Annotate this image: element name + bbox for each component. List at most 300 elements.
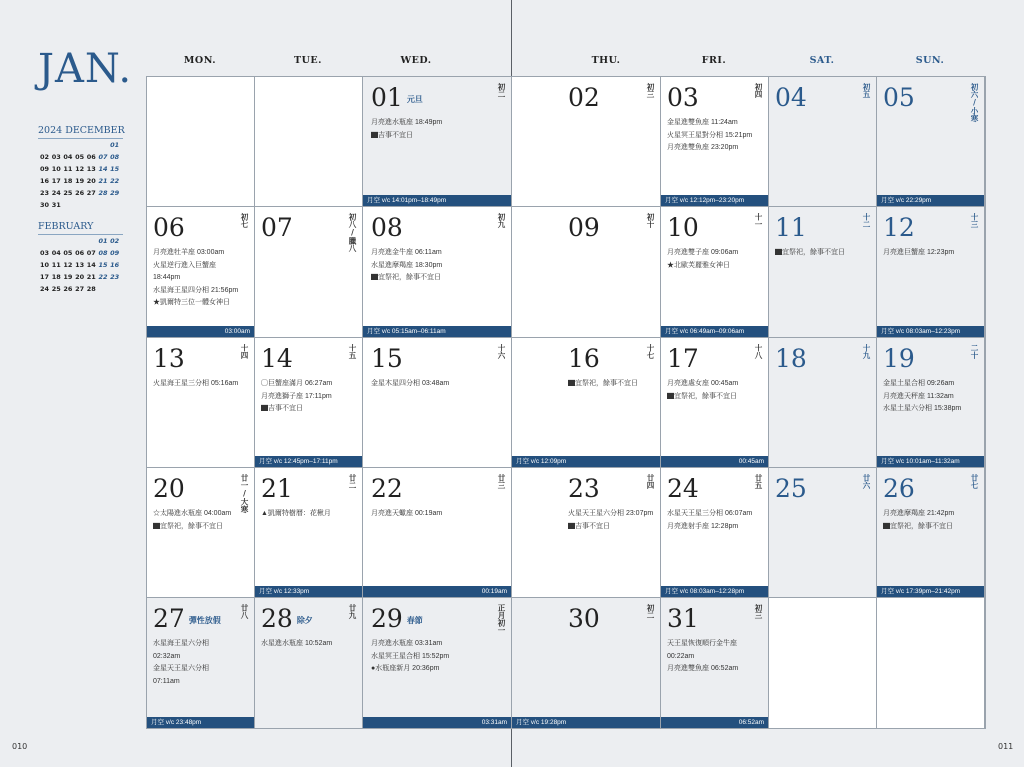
mini-calendar-day: 29 xyxy=(110,189,120,197)
event-line: 月亮進水瓶座 03:31am xyxy=(371,640,443,647)
lunar-date: 廿三 xyxy=(497,474,506,489)
day-number xyxy=(371,606,423,631)
mini-calendar-day xyxy=(98,141,110,149)
day-cell[interactable] xyxy=(363,77,512,207)
day-cell[interactable] xyxy=(147,77,255,207)
mini-calendar-day xyxy=(110,285,122,293)
day-cell[interactable] xyxy=(661,598,769,729)
lunar-date: 十六 xyxy=(497,344,506,359)
day-cell[interactable] xyxy=(769,77,877,207)
holiday-label: 春節 xyxy=(406,615,423,625)
day-number xyxy=(153,215,185,240)
mini-calendar-day: 19 xyxy=(75,177,85,185)
day-events xyxy=(667,508,754,533)
mini-calendar-day: 22 xyxy=(110,177,120,185)
void-of-course-label: 月空 v/c 12:33pm xyxy=(259,588,310,595)
weekday-label: TUE. xyxy=(294,55,322,66)
holiday-label: 元旦 xyxy=(406,94,423,104)
mini-calendar-week xyxy=(40,237,122,245)
day-number-text: 04 xyxy=(775,83,807,112)
void-of-course-bar xyxy=(147,326,254,337)
mini-calendar-day: 04 xyxy=(63,153,73,161)
event-line: ◯巨蟹座滿月 06:27am xyxy=(261,380,333,387)
mini-calendar-week xyxy=(40,141,122,149)
event-line: 月亮進獅子座 17:11pm xyxy=(261,392,332,400)
void-of-course-bar xyxy=(661,326,768,337)
mini-calendar-day: 15 xyxy=(110,165,120,173)
mini-calendar-week xyxy=(40,189,122,197)
mini-calendar-day: 12 xyxy=(63,261,73,269)
void-of-course-label: 月空 v/c 05:15am–06:11am xyxy=(367,328,446,335)
void-of-course-bar xyxy=(147,717,254,728)
day-cell[interactable] xyxy=(661,207,769,338)
event-line: ▇宜祭祀，餘事不宜日 xyxy=(883,522,953,530)
mini-calendar-day: 22 xyxy=(98,273,108,281)
event-line: ★凱爾特三位一體女神日 xyxy=(153,299,230,306)
day-number-text: 05 xyxy=(883,83,915,112)
void-of-course-bar xyxy=(877,195,984,206)
day-number-text: 18 xyxy=(775,344,807,373)
day-cell[interactable] xyxy=(769,207,877,338)
event-line: 水星土星六分相 15:38pm xyxy=(883,405,962,412)
mini-calendar-day: 01 xyxy=(110,141,120,149)
mini-calendar-rule xyxy=(38,138,123,139)
mini-calendar-day: 25 xyxy=(63,189,73,197)
mini-calendar-day: 31 xyxy=(51,201,61,209)
day-cell[interactable] xyxy=(255,77,363,207)
mini-calendar-day: 26 xyxy=(75,189,85,197)
event-line: ☆太陽進水瓶座 04:00am xyxy=(153,510,232,517)
void-of-course-bar xyxy=(363,586,511,597)
mini-calendar-day: 17 xyxy=(51,177,61,185)
day-number-text: 15 xyxy=(371,344,403,373)
void-of-course-bar xyxy=(363,717,511,728)
day-number-text: 26 xyxy=(883,474,915,503)
day-number xyxy=(883,476,915,501)
day-cell[interactable] xyxy=(512,338,661,468)
mini-calendar-day xyxy=(98,285,110,293)
void-of-course-bar xyxy=(661,456,768,467)
day-number-text: 14 xyxy=(261,344,293,373)
day-number-text: 01 xyxy=(371,83,403,112)
mini-calendar-day: 09 xyxy=(40,165,50,173)
void-of-course-end: 00:19am xyxy=(481,588,507,595)
void-of-course-bar xyxy=(877,456,984,467)
day-events xyxy=(371,378,497,391)
mini-calendar-day: 01 xyxy=(98,237,108,245)
mini-calendar-day xyxy=(75,201,87,209)
lunar-date: 十三 xyxy=(970,213,979,228)
day-cell[interactable] xyxy=(363,338,512,468)
mini-calendar-day: 28 xyxy=(86,285,96,293)
event-line: 金星木星四分相 03:48am xyxy=(371,380,450,387)
day-number-text: 06 xyxy=(153,213,185,242)
lunar-date: 初三 xyxy=(646,83,655,98)
mini-calendar-day xyxy=(63,237,75,245)
day-number xyxy=(568,476,600,501)
event-line: 月亮進巨蟹座 12:23pm xyxy=(883,249,955,256)
mini-calendar-day: 14 xyxy=(98,165,108,173)
event-line: 月亮進雙子座 09:06am xyxy=(667,249,739,256)
day-events xyxy=(261,378,348,416)
day-cell[interactable] xyxy=(147,468,255,598)
day-number xyxy=(568,346,600,371)
mini-calendar-day: 06 xyxy=(75,249,85,257)
mini-calendar-day: 11 xyxy=(51,261,61,269)
day-number xyxy=(371,215,403,240)
mini-calendar-day: 17 xyxy=(40,273,50,281)
mini-calendar-week xyxy=(40,249,122,257)
mini-calendar-day: 05 xyxy=(63,249,73,257)
day-events xyxy=(667,378,754,403)
day-cell[interactable] xyxy=(255,598,363,729)
mini-calendar-day: 12 xyxy=(75,165,85,173)
day-cell[interactable] xyxy=(769,598,877,729)
mini-calendar-day xyxy=(40,237,52,245)
day-number xyxy=(883,85,915,110)
day-cell[interactable] xyxy=(661,77,769,207)
lunar-date: 廿八 xyxy=(240,604,249,619)
day-number xyxy=(667,346,699,371)
mini-calendar-day xyxy=(75,141,87,149)
event-line: 火星海王星三分相 05:16am xyxy=(153,380,239,387)
void-of-course-label: 月空 v/c 23:48pm xyxy=(151,719,202,726)
event-line: ▲凱爾特樹曆：花楸月 xyxy=(261,510,331,517)
day-number-text: 19 xyxy=(883,344,915,373)
page-number-right: 011 xyxy=(998,742,1014,751)
void-of-course-label: 月空 v/c 12:12pm–23:20pm xyxy=(665,197,745,204)
event-line: 天王星恢復順行金牛座 xyxy=(667,640,737,647)
void-of-course-label: 月空 v/c 06:49am–09:06am xyxy=(665,328,745,335)
day-number xyxy=(568,215,600,240)
event-line: ▇宜祭祀，餘事不宜日 xyxy=(371,274,441,281)
lunar-date: 廿九 xyxy=(348,604,357,619)
mini-calendar-day: 24 xyxy=(51,189,61,197)
day-events xyxy=(371,508,497,521)
mini-calendar-day: 05 xyxy=(75,153,85,161)
day-cell[interactable] xyxy=(512,77,661,207)
event-line: ▇宜祭祀，餘事不宜日 xyxy=(775,249,845,256)
day-number xyxy=(667,606,699,631)
mini-calendar-week xyxy=(40,177,122,185)
lunar-date: 初十 xyxy=(646,213,655,228)
day-cell[interactable] xyxy=(147,207,255,338)
mini-calendar-next-title: FEBRUARY xyxy=(38,221,94,232)
day-number xyxy=(261,606,313,631)
void-of-course-bar xyxy=(661,195,768,206)
day-number xyxy=(371,85,423,110)
event-line: ★北歐芙麗雅女神日 xyxy=(667,261,730,269)
lunar-date: 十一 xyxy=(754,213,763,228)
lunar-date: 二十 xyxy=(970,344,979,359)
day-number xyxy=(153,606,221,631)
void-of-course-label: 月空 v/c 19:28pm xyxy=(516,719,567,726)
lunar-date: 初五 xyxy=(862,83,871,98)
mini-calendar-day: 20 xyxy=(75,273,85,281)
day-number-text: 27 xyxy=(153,604,185,633)
void-of-course-bar xyxy=(877,326,984,337)
day-cell[interactable] xyxy=(363,207,512,338)
event-line: 金星進雙魚座 11:24am xyxy=(667,119,738,126)
day-events xyxy=(883,378,970,416)
day-number-text: 03 xyxy=(667,83,699,112)
day-events xyxy=(261,508,348,521)
mini-calendar-day: 03 xyxy=(40,249,50,257)
mini-calendar-day: 27 xyxy=(75,285,85,293)
void-of-course-end: 06:52am xyxy=(738,719,764,726)
day-number-text: 24 xyxy=(667,474,699,503)
lunar-date: 十九 xyxy=(862,344,871,359)
mini-calendar-week xyxy=(40,201,122,209)
mini-calendar-day: 03 xyxy=(51,153,61,161)
mini-calendar-week xyxy=(40,165,122,173)
day-cell[interactable] xyxy=(661,338,769,468)
lunar-date: 十二 xyxy=(862,213,871,228)
void-of-course-end: 03:00am xyxy=(224,328,250,335)
day-cell[interactable] xyxy=(255,338,363,468)
mini-calendar-prev-title: 2024 DECEMBER xyxy=(38,125,125,136)
day-cell[interactable] xyxy=(147,598,255,729)
day-number-text: 20 xyxy=(153,474,185,503)
mini-calendar-day: 19 xyxy=(63,273,73,281)
day-events xyxy=(261,638,348,651)
day-cell[interactable] xyxy=(769,468,877,598)
mini-calendar-day: 08 xyxy=(110,153,120,161)
day-number xyxy=(667,476,699,501)
mini-calendar-day: 08 xyxy=(98,249,108,257)
event-line: 水星海王星四分相 21:56pm xyxy=(153,286,239,294)
lunar-date: 初二 xyxy=(646,604,655,619)
mini-calendar-day: 16 xyxy=(40,177,50,185)
void-of-course-label: 月空 v/c 17:39pm–21:42pm xyxy=(881,588,961,595)
mini-calendar-day: 07 xyxy=(86,249,96,257)
day-number-text: 28 xyxy=(261,604,293,633)
lunar-date: 十八 xyxy=(754,344,763,359)
day-number xyxy=(153,476,185,501)
lunar-date: 廿六 xyxy=(862,474,871,489)
void-of-course-bar xyxy=(363,326,511,337)
day-number-text: 02 xyxy=(568,83,600,112)
void-of-course-label: 月空 v/c 14:01pm–18:49pm xyxy=(367,197,447,204)
event-line: 月亮進處女座 00:45am xyxy=(667,380,739,387)
day-events xyxy=(667,638,754,676)
day-cell[interactable] xyxy=(147,338,255,468)
lunar-date: 初九 xyxy=(497,213,506,228)
mini-calendar-day: 27 xyxy=(86,189,96,197)
day-cell[interactable] xyxy=(363,468,512,598)
day-number-text: 13 xyxy=(153,344,185,373)
mini-calendar-week xyxy=(40,261,122,269)
day-number xyxy=(667,85,699,110)
day-number-text: 08 xyxy=(371,213,403,242)
day-number xyxy=(261,346,293,371)
event-line: 月亮進天秤座 11:32am xyxy=(883,392,954,400)
day-number xyxy=(371,346,403,371)
mini-calendar-day xyxy=(52,141,64,149)
day-number-text: 10 xyxy=(667,213,699,242)
day-events xyxy=(775,247,862,260)
day-number xyxy=(261,215,293,240)
mini-calendar-week xyxy=(40,153,122,161)
event-line: ▇宜祭祀，餘事不宜日 xyxy=(568,380,638,387)
event-line: 火星冥王星對分相 15:21pm xyxy=(667,131,753,139)
holiday-label: 彈性放假 xyxy=(188,615,221,625)
event-line: 水星天王星三分相 06:07am xyxy=(667,510,753,517)
day-number xyxy=(775,85,807,110)
day-number xyxy=(775,346,807,371)
mini-calendar-day: 18 xyxy=(51,273,61,281)
day-cell[interactable] xyxy=(363,598,512,729)
weekday-label: SUN. xyxy=(915,55,945,66)
mini-calendar-day xyxy=(63,201,75,209)
day-number-text: 31 xyxy=(667,604,699,633)
day-number xyxy=(568,85,600,110)
lunar-date: 初二 xyxy=(497,83,506,98)
day-events xyxy=(568,508,654,533)
event-line: 火星逆行進入巨蟹座 xyxy=(153,261,216,269)
event-line: 金星天王星六分相 xyxy=(153,665,209,672)
holiday-label: 除夕 xyxy=(296,615,313,625)
mini-calendar-day: 14 xyxy=(86,261,96,269)
mini-calendar-day: 15 xyxy=(98,261,108,269)
mini-calendar-day: 10 xyxy=(51,165,61,173)
event-line: 月亮進天蠍座 00:19am xyxy=(371,510,443,517)
day-cell[interactable] xyxy=(512,598,661,729)
day-cell[interactable] xyxy=(877,77,985,207)
mini-calendar-day xyxy=(98,201,110,209)
lunar-date: 初三 xyxy=(754,604,763,619)
event-line: ▇吉事不宜日 xyxy=(261,405,303,412)
void-of-course-label: 月空 v/c 08:03am–12:23pm xyxy=(881,328,961,335)
day-events xyxy=(883,508,970,533)
void-of-course-label: 月空 v/c 12:45pm–17:11pm xyxy=(259,458,338,465)
mini-calendar-day: 18 xyxy=(63,177,73,185)
day-number xyxy=(371,476,403,501)
lunar-date: 廿二 xyxy=(348,474,357,489)
mini-calendar-day xyxy=(87,201,99,209)
event-line: ▇吉事不宜日 xyxy=(371,131,413,139)
mini-calendar-day xyxy=(110,201,122,209)
event-line: 02:32am xyxy=(153,652,181,660)
void-of-course-label: 月空 v/c 08:03am–12:28pm xyxy=(665,588,745,595)
mini-calendar-day xyxy=(63,141,75,149)
day-number-text: 11 xyxy=(775,213,807,242)
lunar-date: 十七 xyxy=(646,344,655,359)
event-line: 月亮進牡羊座 03:00am xyxy=(153,249,225,256)
mini-calendar-day: 16 xyxy=(110,261,120,269)
day-cell[interactable] xyxy=(255,207,363,338)
day-number-text: 17 xyxy=(667,344,699,373)
page-number-left: 010 xyxy=(12,742,28,751)
event-line: 月亮進射手座 12:28pm xyxy=(667,522,739,530)
event-line: 07:11am xyxy=(153,677,180,685)
mini-calendar-day: 02 xyxy=(110,237,120,245)
day-cell[interactable] xyxy=(877,468,985,598)
day-cell[interactable] xyxy=(512,468,661,598)
lunar-date: 初八/臘八 xyxy=(348,213,357,252)
void-of-course-bar xyxy=(661,586,768,597)
event-line: ●水瓶座新月 20:36pm xyxy=(371,665,440,672)
day-cell[interactable] xyxy=(769,338,877,468)
void-of-course-bar xyxy=(255,586,362,597)
day-number-text: 29 xyxy=(371,604,403,633)
mini-calendar-day: 24 xyxy=(40,285,50,293)
void-of-course-bar xyxy=(661,717,768,728)
lunar-date: 初七 xyxy=(240,213,249,228)
day-number xyxy=(153,346,185,371)
void-of-course-end: 00:45am xyxy=(738,458,764,465)
day-number xyxy=(883,215,915,240)
day-events xyxy=(371,247,497,285)
mini-calendar-day xyxy=(40,141,52,149)
day-cell[interactable] xyxy=(661,468,769,598)
day-cell[interactable] xyxy=(877,207,985,338)
mini-calendar-day: 07 xyxy=(98,153,108,161)
day-number-text: 23 xyxy=(568,474,600,503)
event-line: 月亮進摩羯座 21:42pm xyxy=(883,510,955,517)
mini-calendar-day: 10 xyxy=(40,261,50,269)
mini-calendar-day: 02 xyxy=(40,153,50,161)
event-line: 火星天王星六分相 23:07pm xyxy=(568,510,654,517)
lunar-date: 廿四 xyxy=(646,474,655,489)
day-cell[interactable] xyxy=(877,338,985,468)
mini-calendar-day: 21 xyxy=(98,177,108,185)
mini-calendar-rule xyxy=(38,234,123,235)
event-line: ▇吉事不宜日 xyxy=(568,522,610,530)
day-number-text: 25 xyxy=(775,474,807,503)
event-line: 月亮進金牛座 06:11am xyxy=(371,249,442,256)
day-number-text: 21 xyxy=(261,474,293,503)
event-line: 水星進水瓶座 10:52am xyxy=(261,640,333,647)
day-events xyxy=(153,638,240,688)
void-of-course-bar xyxy=(512,717,660,728)
event-line: 水星海王星六分相 xyxy=(153,640,209,647)
mini-calendar-week xyxy=(40,285,122,293)
day-number-text: 30 xyxy=(568,604,600,633)
day-cell[interactable] xyxy=(255,468,363,598)
day-number xyxy=(667,215,699,240)
day-events xyxy=(153,247,240,310)
event-line: 月亮進雙魚座 06:52am xyxy=(667,665,739,672)
day-number-text: 22 xyxy=(371,474,403,503)
void-of-course-bar xyxy=(363,195,511,206)
mini-calendar-day: 13 xyxy=(86,165,96,173)
day-events xyxy=(153,378,240,391)
day-number-text: 07 xyxy=(261,213,293,242)
day-events xyxy=(371,638,497,676)
day-events xyxy=(371,117,497,142)
mini-calendar-day: 26 xyxy=(63,285,73,293)
day-number xyxy=(261,476,293,501)
day-events xyxy=(667,117,754,155)
event-line: ▇宜祭祀，餘事不宜日 xyxy=(667,392,737,400)
day-cell[interactable] xyxy=(877,598,985,729)
lunar-date: 初四 xyxy=(754,83,763,98)
day-number xyxy=(775,476,807,501)
void-of-course-end: 03:31am xyxy=(481,719,507,726)
mini-calendar-day: 06 xyxy=(86,153,96,161)
mini-calendar-day: 09 xyxy=(110,249,120,257)
day-cell[interactable] xyxy=(512,207,661,338)
mini-calendar-day: 21 xyxy=(86,273,96,281)
mini-calendar-day: 23 xyxy=(110,273,120,281)
lunar-date: 十四 xyxy=(240,344,249,359)
void-of-course-label: 月空 v/c 10:01am–11:32am xyxy=(881,458,960,465)
lunar-date: 正月初一 xyxy=(497,604,506,634)
month-title: JAN. xyxy=(38,46,133,92)
day-number xyxy=(883,346,915,371)
event-line: 18:44pm xyxy=(153,274,181,281)
